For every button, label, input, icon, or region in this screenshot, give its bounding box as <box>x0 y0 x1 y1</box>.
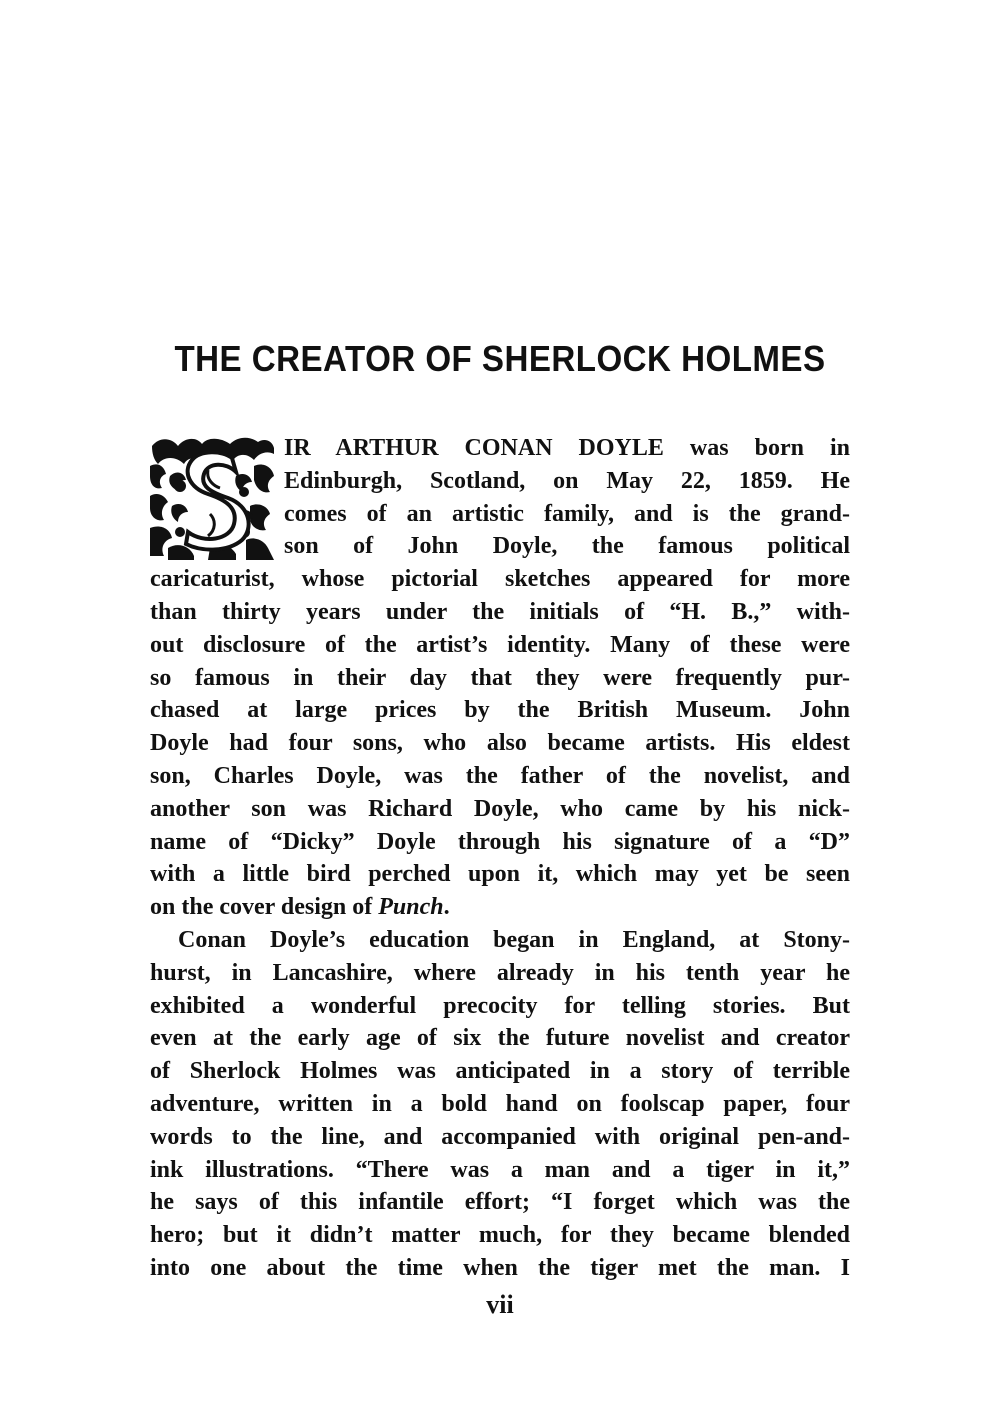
text-line: another son was Richard Doyle, who came by his nick- <box>150 795 850 822</box>
chapter-title: THE CREATOR OF SHERLOCK HOLMES <box>174 338 826 379</box>
text-line: words to the line, and accompanied with original pen-and- <box>150 1123 850 1150</box>
text-line: son of John Doyle, the famous political <box>284 533 850 560</box>
text-line: with a little bird perched upon it, which may yet be seen <box>150 861 850 888</box>
text-line: ink illustrations. “There was a man and a tiger in it,” <box>150 1156 850 1183</box>
text-line: out disclosure of the artist’s identity. Many of these were <box>150 631 850 658</box>
text-segment: . <box>443 894 450 921</box>
text-line: chased at large prices by the British Museum. John <box>150 697 850 724</box>
text-line: Conan Doyle’s education began in England, at Stony- <box>178 926 850 953</box>
text-line: hurst, in Lancashire, where already in his tenth year he <box>150 959 850 986</box>
text-line: than thirty years under the initials of “H. B.,” with- <box>150 598 850 625</box>
text-segment: on the cover design of <box>150 894 379 921</box>
italic-title-punch: Punch <box>378 894 444 921</box>
text-line: Doyle had four sons, who also became artists. His eldest <box>150 730 850 757</box>
body-text <box>150 432 850 1285</box>
text-line: hero; but it didn’t matter much, for they became blended <box>150 1222 850 1249</box>
text-line: even at the early age of six the future novelist and creator <box>150 1025 850 1052</box>
text-line: into one about the time when the tiger met the man. I <box>150 1254 850 1281</box>
text-line: so famous in their day that they were frequently pur- <box>150 664 850 691</box>
text-line: adventure, written in a bold hand on foolscap paper, four <box>150 1090 850 1117</box>
text-line <box>150 891 850 924</box>
text-line: caricaturist, whose pictorial sketches appeared for more <box>150 566 850 593</box>
text-line: IR ARTHUR CONAN DOYLE was born in <box>284 435 850 461</box>
text-line: of Sherlock Holmes was anticipated in a story of terrible <box>150 1058 850 1085</box>
text-line: comes of an artistic family, and is the grand- <box>284 500 850 527</box>
text-line: he says of this infantile effort; “I forget which was the <box>150 1189 850 1216</box>
text-line: exhibited a wonderful precocity for telling stories. But <box>150 992 850 1019</box>
text-line: name of “Dicky” Doyle through his signature of a “D” <box>150 828 850 855</box>
page-number: vii <box>486 1290 514 1319</box>
text-line: Edinburgh, Scotland, on May 22, 1859. He <box>284 467 850 494</box>
text-line: son, Charles Doyle, was the father of the novelist, and <box>150 762 850 789</box>
